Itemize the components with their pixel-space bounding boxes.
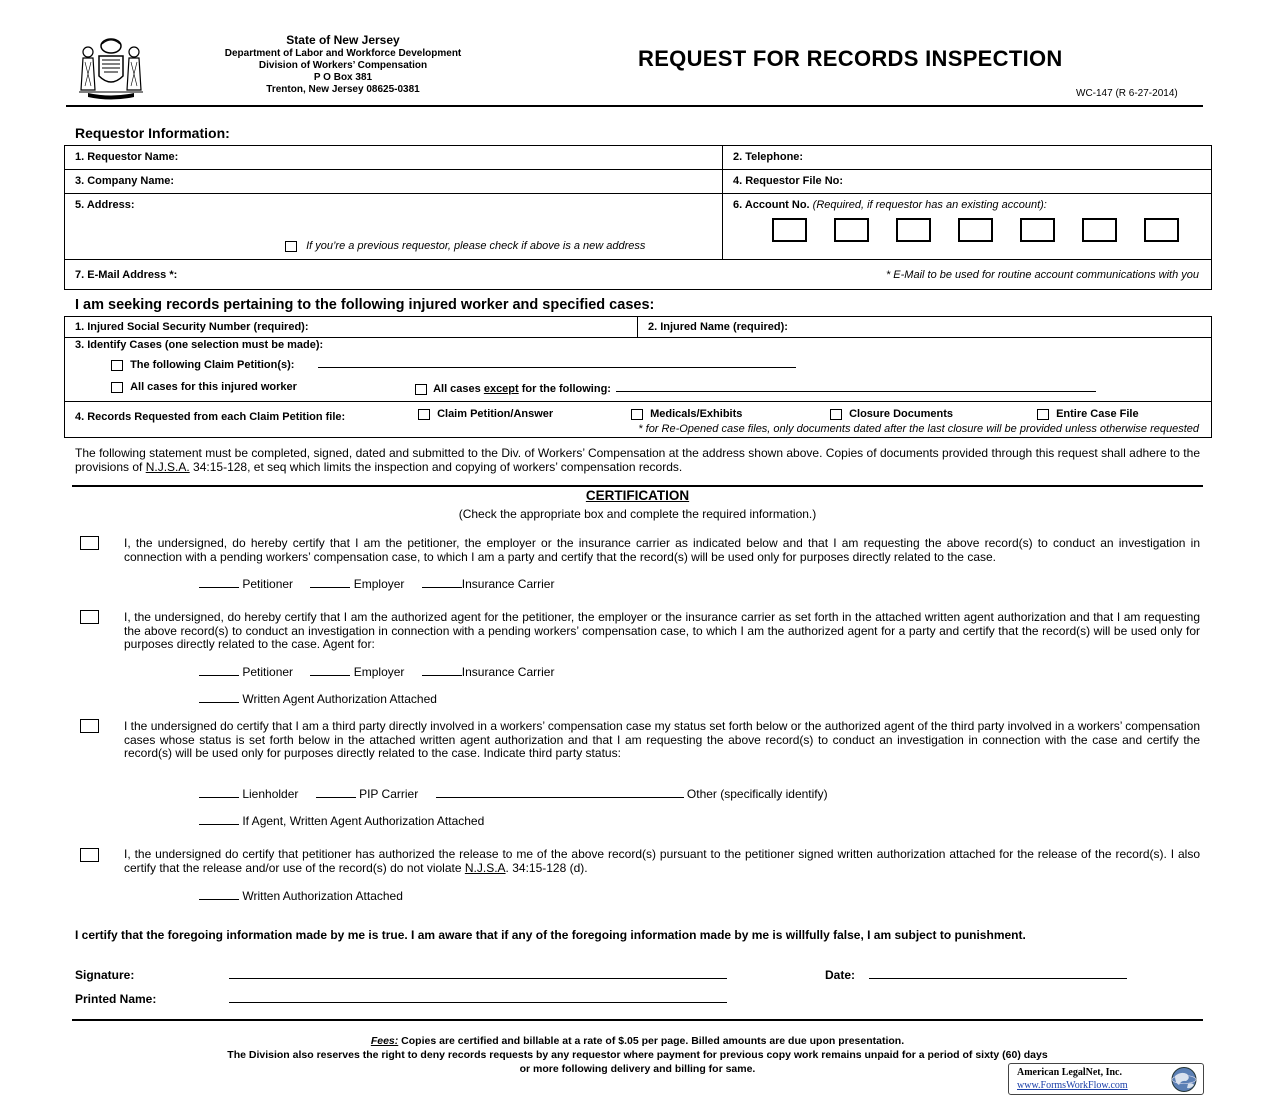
file-no-label: 4. Requestor File No: xyxy=(733,175,844,187)
if-agent-row xyxy=(199,814,484,828)
insurance-carrier-blank[interactable] xyxy=(422,577,462,588)
agent-petitioner-blank[interactable] xyxy=(199,665,239,676)
cert-third-party-text: I the undersigned do certify that I am a third party directly involved in a workers’ compensation case my status set forth below or the authorized agent of the third party involved in a workers’ compensation cases whose status is set forth below in the attached written agent authorization and that I am requesting the above record(s) to conduct an investigation in connection with the case and certify the record(s) will be used only for purposes directly related to the case. Indicate third party status: xyxy=(124,719,1200,760)
option-claim-row xyxy=(418,408,553,420)
fees-label: Fees: xyxy=(370,1035,399,1047)
email-field[interactable] xyxy=(65,260,1212,290)
cert-party-text: I, the undersigned, do hereby certify that I am the petitioner, the employer or the insurance carrier as indicated below and that I am requesting the above record(s) to conduct an investigation in connection with a pending workers’ compensation case, to which I am a party and certify that the record(s) will be used only for purposes directly related to the case. xyxy=(124,536,1200,564)
agent-petitioner-label: Petitioner xyxy=(242,665,294,679)
option-entire-checkbox[interactable] xyxy=(1037,409,1049,420)
written-auth-label: Written Authorization Attached xyxy=(242,889,403,903)
cert-release-text xyxy=(124,848,1200,875)
fees-line-1-text: Copies are certified and billable at a rate of $.05 per page. Billed amounts are due upon presentation. xyxy=(398,1035,905,1047)
cert-third-party-checkbox[interactable] xyxy=(80,719,99,733)
po-box: P O Box 381 xyxy=(313,72,373,83)
requestor-section-title: Requestor Information: xyxy=(75,125,230,141)
fees-divider xyxy=(72,1019,1203,1021)
account-digit-box[interactable] xyxy=(772,218,807,242)
employer-blank[interactable] xyxy=(310,577,350,588)
department-name: Department of Labor and Workforce Development xyxy=(224,48,462,59)
written-auth-row xyxy=(199,889,403,903)
cert-agent-options xyxy=(199,665,554,679)
account-digit-box[interactable] xyxy=(1144,218,1179,242)
identify-cases-label: 3. Identify Cases (one selection must be made): xyxy=(75,339,324,351)
fees-line-3: or more following delivery and billing for same. xyxy=(519,1063,756,1075)
signature-label: Signature: xyxy=(75,968,135,982)
address-field[interactable] xyxy=(65,194,723,260)
new-address-row xyxy=(285,240,645,252)
cert-agent-checkbox[interactable] xyxy=(80,610,99,624)
written-auth-blank[interactable] xyxy=(199,889,239,900)
option-claim-label: Claim Petition/Answer xyxy=(437,408,554,420)
all-except-line[interactable] xyxy=(616,381,1096,392)
reopened-note: * for Re-Opened case files, only documents dated after the last closure will be provided unless otherwise requested xyxy=(638,423,1199,435)
requestor-name-label: 1. Requestor Name: xyxy=(75,151,179,163)
records-requested-label: 4. Records Requested from each Claim Petition file: xyxy=(75,411,346,423)
agent-employer-label: Employer xyxy=(353,665,405,679)
account-digit-box[interactable] xyxy=(1082,218,1117,242)
claim-petitions-row xyxy=(111,357,796,371)
account-note: (Required, if requestor has an existing account): xyxy=(812,199,1047,211)
state-seal-icon xyxy=(76,36,146,100)
cert-agent-text: I, the undersigned, do hereby certify that I am the authorized agent for the petitioner, the employer or the insurance carrier as set forth in the attached written agent authorization and that I am requesting the above record(s) to conduct an investigation in connection with a pending workers’ compensation case, to which I am the authorized agent for a party and certify that the record(s) will be used only for purposes directly related to the case. Agent for: xyxy=(124,610,1200,651)
fees-line-1 xyxy=(0,1034,1275,1048)
statement-divider xyxy=(72,485,1203,487)
option-closure-label: Closure Documents xyxy=(849,408,953,420)
written-agent-row xyxy=(199,692,437,706)
statement-before: The following statement must be completed, signed, dated and submitted to the Div. of Workers’ Compensation at the address shown above. Copies of documents provided through this request shall adhere to the provisions of xyxy=(75,446,1200,474)
lienholder-blank[interactable] xyxy=(199,787,239,798)
account-label: 6. Account No. xyxy=(733,199,810,211)
email-label: 7. E-Mail Address *: xyxy=(75,269,178,281)
option-closure-checkbox[interactable] xyxy=(830,409,842,420)
statement-statute: N.J.S.A. xyxy=(145,459,190,474)
petitioner-blank[interactable] xyxy=(199,577,239,588)
claim-petitions-label: The following Claim Petition(s): xyxy=(130,359,295,371)
claim-petitions-checkbox[interactable] xyxy=(111,360,123,371)
all-except-row xyxy=(415,381,1096,395)
printed-name-label: Printed Name: xyxy=(75,992,157,1006)
option-medicals-row xyxy=(631,408,742,420)
statement-text xyxy=(75,447,1200,474)
statement-after: 34:15-128, et seq which limits the inspection and copying of workers’ compensation records. xyxy=(189,459,683,474)
file-no-field[interactable] xyxy=(723,170,1212,194)
all-except-suffix: for the following: xyxy=(518,383,611,395)
cert-release-after: . 34:15-128 (d). xyxy=(505,860,588,875)
state-name: State of New Jersey xyxy=(286,33,400,47)
company-name-field[interactable] xyxy=(65,170,723,194)
all-except-checkbox[interactable] xyxy=(415,384,427,395)
injured-name-label: 2. Injured Name (required): xyxy=(648,321,788,333)
if-agent-label: If Agent, Written Agent Authorization Attached xyxy=(242,814,485,828)
logo-url[interactable]: www.FormsWorkFlow.com xyxy=(1017,1080,1128,1091)
form-number: WC-147 (R 6-27-2014) xyxy=(1076,88,1178,99)
written-agent-blank[interactable] xyxy=(199,692,239,703)
cert-release-statute: N.J.S.A xyxy=(464,860,506,875)
agent-carrier-label: Insurance Carrier xyxy=(461,665,555,679)
division-name: Division of Workers’ Compensation xyxy=(258,60,428,71)
cert-release-before: I, the undersigned do certify that petitioner has authorized the release to me of the above record(s) pursuant to the petitioner signed written authorization attached for the release of the record(s). I also certify that the release and/or use of the record(s) do not violate xyxy=(124,847,1200,875)
option-medicals-checkbox[interactable] xyxy=(631,409,643,420)
pip-carrier-blank[interactable] xyxy=(316,787,356,798)
fees-line-2: The Division also reserves the right to deny records requests by any requestor where payment for previous copy work remains unpaid for a period of sixty (60) days xyxy=(227,1049,1048,1061)
company-name-label: 3. Company Name: xyxy=(75,175,175,187)
worker-section-title: I am seeking records pertaining to the following injured worker and specified cases: xyxy=(75,297,655,313)
telephone-label: 2. Telephone: xyxy=(733,151,804,163)
logo-company: American LegalNet, Inc. xyxy=(1017,1067,1122,1078)
option-claim-checkbox[interactable] xyxy=(418,409,430,420)
requestor-name-field[interactable] xyxy=(65,146,723,170)
attest-text: I certify that the foregoing information made by me is true. I am aware that if any of the foregoing information made by me is willfully false, I am subject to punishment. xyxy=(75,928,1026,942)
option-entire-row xyxy=(1037,408,1139,420)
telephone-field[interactable] xyxy=(723,146,1212,170)
certification-title: CERTIFICATION xyxy=(585,488,690,503)
petitioner-label: Petitioner xyxy=(242,577,294,591)
all-cases-row xyxy=(111,381,297,393)
forms-workflow-logo[interactable] xyxy=(1008,1063,1204,1095)
other-blank[interactable] xyxy=(436,787,684,798)
page-title: REQUEST FOR RECORDS INSPECTION xyxy=(638,46,1063,71)
cert-party-options xyxy=(199,577,554,591)
injured-name-field[interactable] xyxy=(638,317,1212,338)
certification-subtitle: (Check the appropriate box and complete the required information.) xyxy=(458,507,817,521)
pip-carrier-label: PIP Carrier xyxy=(359,787,419,801)
account-digit-box[interactable] xyxy=(1020,218,1055,242)
insurance-carrier-label: Insurance Carrier xyxy=(461,577,555,591)
ssn-label: 1. Injured Social Security Number (required): xyxy=(75,321,309,333)
new-address-checkbox[interactable] xyxy=(285,241,297,252)
agent-carrier-blank[interactable] xyxy=(422,665,462,676)
cert-party-checkbox[interactable] xyxy=(80,536,99,550)
date-line[interactable] xyxy=(869,978,1127,979)
ssn-field[interactable] xyxy=(65,317,638,338)
cert-third-party-options xyxy=(199,787,828,801)
account-digit-box[interactable] xyxy=(958,218,993,242)
cert-release-checkbox[interactable] xyxy=(80,848,99,862)
employer-label: Employer xyxy=(353,577,405,591)
agency-header xyxy=(188,34,498,96)
all-cases-checkbox[interactable] xyxy=(111,382,123,393)
all-cases-label: All cases for this injured worker xyxy=(130,381,297,393)
all-except-word: except xyxy=(483,383,519,395)
if-agent-blank[interactable] xyxy=(199,814,239,825)
printed-name-line[interactable] xyxy=(229,1002,727,1003)
signature-line[interactable] xyxy=(229,978,727,979)
agent-employer-blank[interactable] xyxy=(310,665,350,676)
option-closure-row xyxy=(830,408,953,420)
written-agent-label: Written Agent Authorization Attached xyxy=(242,692,437,706)
header-divider xyxy=(66,105,1203,107)
globe-icon xyxy=(1169,1066,1199,1093)
email-note: * E-Mail to be used for routine account communications with you xyxy=(885,269,1199,281)
lienholder-label: Lienholder xyxy=(242,787,299,801)
date-label: Date: xyxy=(825,968,856,982)
other-label: Other (specifically identify) xyxy=(686,787,828,801)
city-address: Trenton, New Jersey 08625-0381 xyxy=(266,84,420,95)
address-label: 5. Address: xyxy=(75,199,135,211)
option-entire-label: Entire Case File xyxy=(1056,408,1139,420)
all-except-prefix: All cases xyxy=(433,383,484,395)
account-digit-box[interactable] xyxy=(834,218,869,242)
account-digit-box[interactable] xyxy=(896,218,931,242)
new-address-note: If you’re a previous requestor, please check if above is a new address xyxy=(306,240,646,252)
option-medicals-label: Medicals/Exhibits xyxy=(650,408,743,420)
claim-petitions-line[interactable] xyxy=(318,357,796,368)
